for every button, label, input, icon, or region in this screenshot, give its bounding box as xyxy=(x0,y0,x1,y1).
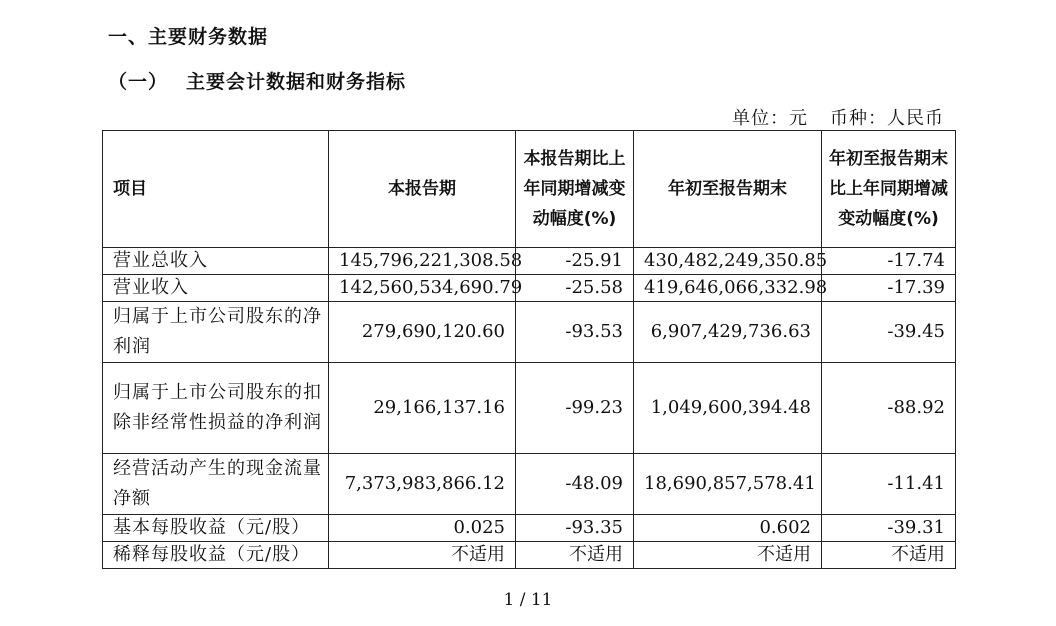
cell-ytd: 430,482,249,350.85 xyxy=(634,248,822,275)
table-header-row xyxy=(103,131,956,248)
header-ytd: 年初至报告期末 xyxy=(634,131,822,248)
table-row xyxy=(103,248,956,275)
cell-ytd-change: -17.74 xyxy=(822,248,956,275)
cell-ytd: 6,907,429,736.63 xyxy=(634,302,822,363)
cell-ytd-change: -11.41 xyxy=(822,454,956,515)
row-label: 营业总收入 xyxy=(103,248,329,275)
header-item: 项目 xyxy=(103,131,329,248)
table-row xyxy=(103,454,956,515)
cell-current-change: -93.53 xyxy=(516,302,634,363)
row-label: 归属于上市公司股东的扣除非经常性损益的净利润 xyxy=(103,363,329,454)
cell-current-change: -48.09 xyxy=(516,454,634,515)
row-label: 营业收入 xyxy=(103,275,329,302)
cell-ytd-change: -88.92 xyxy=(822,363,956,454)
subsection-number: （一） xyxy=(108,71,169,93)
row-label: 稀释每股收益（元/股） xyxy=(103,542,329,569)
cell-current: 145,796,221,308.58 xyxy=(329,248,516,275)
table-row xyxy=(103,275,956,302)
header-current-change: 本报告期比上年同期增减变动幅度(%) xyxy=(516,131,634,248)
cell-current: 7,373,983,866.12 xyxy=(329,454,516,515)
cell-ytd: 18,690,857,578.41 xyxy=(634,454,822,515)
cell-current: 不适用 xyxy=(329,542,516,569)
table-row xyxy=(103,302,956,363)
table-row xyxy=(103,515,956,542)
header-current-period: 本报告期 xyxy=(329,131,516,248)
subsection-title: 主要会计数据和财务指标 xyxy=(186,71,407,93)
cell-ytd: 0.602 xyxy=(634,515,822,542)
unit-label: 单位：元 xyxy=(732,108,808,129)
cell-current-change: -25.58 xyxy=(516,275,634,302)
cell-ytd: 不适用 xyxy=(634,542,822,569)
cell-current-change: -93.35 xyxy=(516,515,634,542)
section-heading: 一、主要财务数据 xyxy=(108,26,269,48)
subsection-heading xyxy=(108,67,406,94)
cell-ytd-change: -17.39 xyxy=(822,275,956,302)
cell-ytd-change: -39.45 xyxy=(822,302,956,363)
cell-current: 142,560,534,690.79 xyxy=(329,275,516,302)
financial-data-table xyxy=(102,130,956,569)
cell-current-change: 不适用 xyxy=(516,542,634,569)
cell-current: 279,690,120.60 xyxy=(329,302,516,363)
cell-ytd: 1,049,600,394.48 xyxy=(634,363,822,454)
cell-ytd: 419,646,066,332.98 xyxy=(634,275,822,302)
header-ytd-change: 年初至报告期末比上年同期增减变动幅度(%) xyxy=(822,131,956,248)
currency-label: 币种：人民币 xyxy=(830,108,944,129)
table-row xyxy=(103,542,956,569)
unit-note xyxy=(732,104,944,130)
cell-current-change: -99.23 xyxy=(516,363,634,454)
table-row xyxy=(103,363,956,454)
cell-current-change: -25.91 xyxy=(516,248,634,275)
cell-current: 0.025 xyxy=(329,515,516,542)
row-label: 基本每股收益（元/股） xyxy=(103,515,329,542)
cell-current: 29,166,137.16 xyxy=(329,363,516,454)
page-number: 1 / 11 xyxy=(503,590,553,610)
row-label: 归属于上市公司股东的净利润 xyxy=(103,302,329,363)
cell-ytd-change: 不适用 xyxy=(822,542,956,569)
row-label: 经营活动产生的现金流量净额 xyxy=(103,454,329,515)
cell-ytd-change: -39.31 xyxy=(822,515,956,542)
